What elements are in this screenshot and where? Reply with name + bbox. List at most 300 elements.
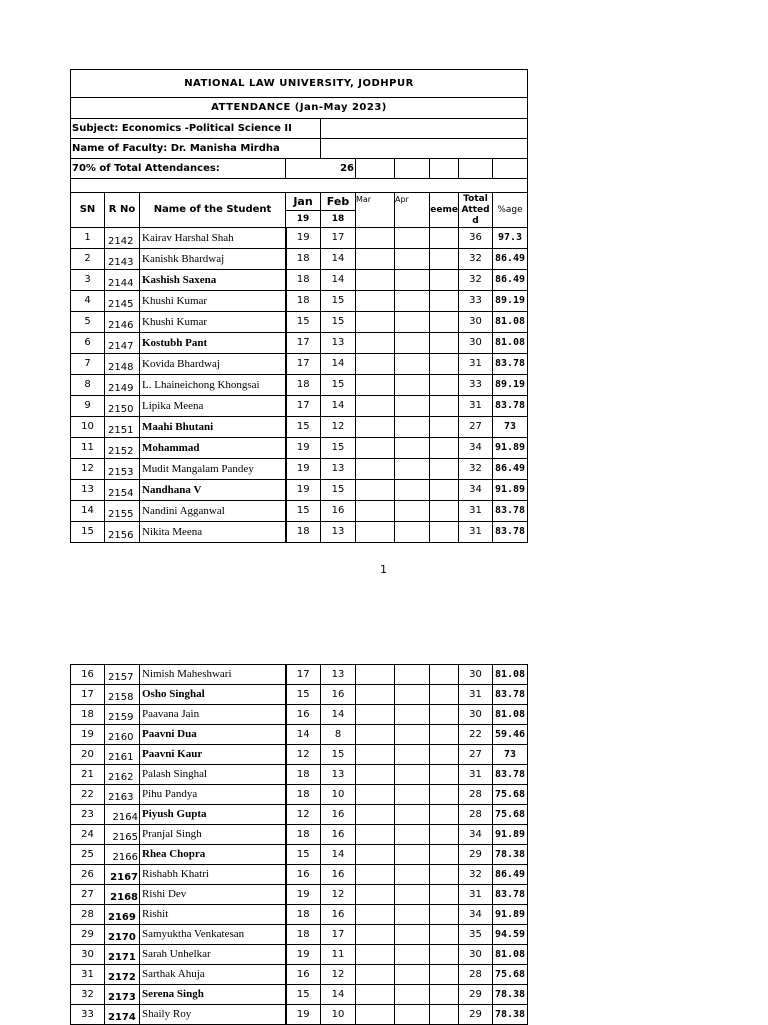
row-feb: 10 [321,785,356,805]
row-student-name: Samyuktha Venkatesan [140,925,286,945]
row-feb: 8 [321,725,356,745]
row-mar [356,249,395,270]
row-sn: 23 [71,805,105,825]
col-apr: Apr [395,193,430,228]
row-student-name: Pranjal Singh [140,825,286,845]
row-rno: 2169 [105,905,140,925]
row-mar [356,665,395,685]
row-mar [356,396,395,417]
table-row [71,501,528,522]
total-attendance-value: 26 [286,159,356,179]
row-rno: 2174 [105,1005,140,1025]
row-student-name: Osho Singhal [140,685,286,705]
row-sn: 14 [71,501,105,522]
row-jan: 17 [286,333,321,354]
row-pct: 75.68 [493,805,528,825]
row-pct: 73 [493,745,528,765]
row-total: 32 [459,865,493,885]
row-jan: 15 [286,685,321,705]
attendance-title: ATTENDANCE (Jan-May 2023) [71,98,528,119]
col-deemed: eeme [430,193,459,228]
row-mar [356,480,395,501]
row-jan: 15 [286,845,321,865]
row-jan: 17 [286,354,321,375]
row-pct: 83.78 [493,396,528,417]
row-jan: 16 [286,865,321,885]
row-deemed [430,270,459,291]
row-mar [356,375,395,396]
row-rno: 2151 [105,417,140,438]
row-pct: 75.68 [493,965,528,985]
row-jan: 18 [286,375,321,396]
row-sn: 31 [71,965,105,985]
row-apr [395,375,430,396]
row-deemed [430,785,459,805]
row-mar [356,865,395,885]
row-apr [395,945,430,965]
row-pct: 83.78 [493,685,528,705]
attendance-header-table [70,69,528,193]
row-apr [395,785,430,805]
row-total: 30 [459,333,493,354]
table-row [71,685,528,705]
row-sn: 30 [71,945,105,965]
row-sn: 10 [71,417,105,438]
row-deemed [430,459,459,480]
row-pct: 91.89 [493,480,528,501]
row-sn: 8 [71,375,105,396]
faculty-blank [321,139,528,159]
row-sn: 19 [71,725,105,745]
row-deemed [430,228,459,249]
row-sn: 32 [71,985,105,1005]
row-deemed [430,845,459,865]
row-jan: 19 [286,480,321,501]
row-sn: 5 [71,312,105,333]
row-rno: 2173 [105,985,140,1005]
row-apr [395,270,430,291]
row-feb: 11 [321,945,356,965]
row-total: 28 [459,965,493,985]
row-student-name: Pihu Pandya [140,785,286,805]
row-apr [395,522,430,543]
row-pct: 81.08 [493,312,528,333]
row-deemed [430,522,459,543]
row-deemed [430,805,459,825]
row-apr [395,480,430,501]
table-row [71,925,528,945]
row-apr [395,354,430,375]
row-mar [356,805,395,825]
col-jan: Jan [286,193,321,211]
row-jan: 15 [286,985,321,1005]
row-sn: 7 [71,354,105,375]
row-rno: 2164 [105,805,140,825]
col-sn: SN [71,193,105,228]
row-feb: 13 [321,665,356,685]
table-row [71,785,528,805]
table-row [71,249,528,270]
row-feb: 15 [321,312,356,333]
row-apr [395,765,430,785]
row-apr [395,905,430,925]
row-feb: 13 [321,765,356,785]
attendance-sheet-page-1 [70,69,527,543]
row-feb: 14 [321,270,356,291]
row-feb: 16 [321,501,356,522]
row-feb: 14 [321,705,356,725]
row-mar [356,845,395,865]
row-rno: 2167 [105,865,140,885]
row-feb: 13 [321,522,356,543]
row-rno: 2161 [105,745,140,765]
row-feb: 17 [321,228,356,249]
row-pct: 94.59 [493,925,528,945]
row-mar [356,825,395,845]
row-deemed [430,438,459,459]
table-row [71,228,528,249]
attendance-table-1 [70,192,528,543]
table-row [71,333,528,354]
row-mar [356,501,395,522]
row-student-name: Khushi Kumar [140,291,286,312]
col-mar: Mar [356,193,395,228]
row-pct: 59.46 [493,725,528,745]
row-mar [356,945,395,965]
row-mar [356,291,395,312]
row-rno: 2166 [105,845,140,865]
table-row [71,985,528,1005]
row-deemed [430,685,459,705]
row-sn: 33 [71,1005,105,1025]
row-pct: 83.78 [493,765,528,785]
row-rno: 2172 [105,965,140,985]
row-deemed [430,725,459,745]
row-total: 31 [459,885,493,905]
row-apr [395,845,430,865]
row-jan: 12 [286,745,321,765]
table-row [71,885,528,905]
table-row [71,725,528,745]
row-pct: 86.49 [493,249,528,270]
row-student-name: Nandhana V [140,480,286,501]
row-mar [356,438,395,459]
row-apr [395,665,430,685]
row-rno: 2158 [105,685,140,705]
row-rno: 2163 [105,785,140,805]
row-deemed [430,945,459,965]
row-apr [395,1005,430,1025]
row-apr [395,438,430,459]
row-total: 32 [459,459,493,480]
row-student-name: Piyush Gupta [140,805,286,825]
row-apr [395,417,430,438]
row-apr [395,925,430,945]
table-row [71,665,528,685]
row-total: 33 [459,375,493,396]
row-apr [395,459,430,480]
row-student-name: Paavana Jain [140,705,286,725]
row-rno: 2159 [105,705,140,725]
row-deemed [430,417,459,438]
row-deemed [430,333,459,354]
row-rno: 2171 [105,945,140,965]
row-jan: 17 [286,665,321,685]
table-row [71,354,528,375]
row-mar [356,270,395,291]
row-apr [395,725,430,745]
row-apr [395,745,430,765]
row-sn: 3 [71,270,105,291]
attendance-sheet-page-2 [70,664,527,1025]
row-sn: 24 [71,825,105,845]
row-sn: 17 [71,685,105,705]
subject-label: Subject: Economics -Political Science II [71,119,321,139]
row-sn: 25 [71,845,105,865]
col-pct: %age [493,193,528,228]
row-sn: 1 [71,228,105,249]
row-feb: 15 [321,375,356,396]
row-deemed [430,925,459,945]
row-student-name: Kostubh Pant [140,333,286,354]
row-apr [395,685,430,705]
row-deemed [430,480,459,501]
row-mar [356,228,395,249]
row-sn: 21 [71,765,105,785]
row-mar [356,925,395,945]
row-mar [356,765,395,785]
row-jan: 19 [286,945,321,965]
row-feb: 14 [321,249,356,270]
row-jan: 19 [286,1005,321,1025]
row-pct: 86.49 [493,270,528,291]
row-jan: 15 [286,417,321,438]
row-total: 22 [459,725,493,745]
row-student-name: Palash Singhal [140,765,286,785]
row-jan: 16 [286,705,321,725]
row-feb: 14 [321,396,356,417]
row-feb: 12 [321,885,356,905]
row-apr [395,705,430,725]
row-rno: 2156 [105,522,140,543]
row-feb: 13 [321,333,356,354]
row-feb: 16 [321,825,356,845]
row-mar [356,1005,395,1025]
row-rno: 2170 [105,925,140,945]
row-feb: 15 [321,438,356,459]
row-rno: 2160 [105,725,140,745]
row-mar [356,885,395,905]
row-total: 36 [459,228,493,249]
row-pct: 91.89 [493,825,528,845]
row-student-name: Nikita Meena [140,522,286,543]
row-jan: 18 [286,249,321,270]
table-row [71,459,528,480]
page-number: 1 [380,563,387,576]
row-deemed [430,865,459,885]
row-total: 31 [459,522,493,543]
row-rno: 2144 [105,270,140,291]
row-mar [356,785,395,805]
row-total: 30 [459,705,493,725]
row-apr [395,805,430,825]
table-row [71,291,528,312]
row-rno: 2153 [105,459,140,480]
row-feb: 15 [321,291,356,312]
row-student-name: Rishit [140,905,286,925]
table-row [71,522,528,543]
row-mar [356,965,395,985]
row-total: 29 [459,845,493,865]
row-jan: 18 [286,291,321,312]
row-total: 27 [459,745,493,765]
row-jan: 18 [286,522,321,543]
row-student-name: Kashish Saxena [140,270,286,291]
row-rno: 2165 [105,825,140,845]
row-jan: 18 [286,270,321,291]
row-student-name: Mohammad [140,438,286,459]
subject-blank [321,119,528,139]
table-row [71,965,528,985]
row-deemed [430,705,459,725]
table-row [71,1005,528,1025]
row-sn: 16 [71,665,105,685]
table-row [71,375,528,396]
table-row [71,945,528,965]
row-student-name: Lipika Meena [140,396,286,417]
row-student-name: Sarah Unhelkar [140,945,286,965]
row-rno: 2157 [105,665,140,685]
row-pct: 83.78 [493,885,528,905]
row-rno: 2145 [105,291,140,312]
col-feb: Feb [321,193,356,211]
row-student-name: Rhea Chopra [140,845,286,865]
row-apr [395,396,430,417]
row-sn: 13 [71,480,105,501]
row-jan: 19 [286,885,321,905]
table-row [71,765,528,785]
row-pct: 78.38 [493,985,528,1005]
row-jan: 18 [286,825,321,845]
row-student-name: Shaily Roy [140,1005,286,1025]
row-mar [356,745,395,765]
row-apr [395,312,430,333]
row-pct: 83.78 [493,354,528,375]
row-apr [395,965,430,985]
row-total: 28 [459,805,493,825]
row-student-name: Serena Singh [140,985,286,1005]
row-total: 34 [459,480,493,501]
row-deemed [430,965,459,985]
row-pct: 75.68 [493,785,528,805]
row-feb: 13 [321,459,356,480]
row-mar [356,459,395,480]
row-feb: 12 [321,417,356,438]
row-rno: 2147 [105,333,140,354]
row-total: 29 [459,1005,493,1025]
row-feb: 16 [321,905,356,925]
row-jan: 18 [286,785,321,805]
row-mar [356,417,395,438]
row-mar [356,985,395,1005]
row-deemed [430,1005,459,1025]
col-total: Total Atted d [459,193,493,228]
row-mar [356,333,395,354]
attendance-table-2 [70,664,528,1025]
row-mar [356,522,395,543]
row-apr [395,228,430,249]
row-feb: 17 [321,925,356,945]
row-sn: 22 [71,785,105,805]
row-rno: 2146 [105,312,140,333]
row-total: 33 [459,291,493,312]
row-sn: 2 [71,249,105,270]
row-deemed [430,396,459,417]
table-row [71,845,528,865]
row-apr [395,885,430,905]
row-deemed [430,501,459,522]
row-student-name: Rishabh Khatri [140,865,286,885]
row-deemed [430,249,459,270]
row-sn: 29 [71,925,105,945]
row-pct: 89.19 [493,291,528,312]
row-rno: 2168 [105,885,140,905]
row-rno: 2155 [105,501,140,522]
row-jan: 19 [286,228,321,249]
row-total: 35 [459,925,493,945]
row-rno: 2162 [105,765,140,785]
row-mar [356,705,395,725]
row-feb: 16 [321,865,356,885]
row-sn: 9 [71,396,105,417]
table-row [71,417,528,438]
row-student-name: Rishi Dev [140,885,286,905]
row-pct: 86.49 [493,459,528,480]
row-total: 31 [459,354,493,375]
row-jan: 16 [286,965,321,985]
row-total: 32 [459,270,493,291]
table-row [71,396,528,417]
row-sn: 18 [71,705,105,725]
row-sn: 28 [71,905,105,925]
row-apr [395,825,430,845]
row-rno: 2154 [105,480,140,501]
row-pct: 91.89 [493,438,528,459]
table-row [71,270,528,291]
row-rno: 2148 [105,354,140,375]
row-deemed [430,985,459,1005]
row-pct: 81.08 [493,333,528,354]
table-row [71,865,528,885]
row-feb: 12 [321,965,356,985]
row-pct: 73 [493,417,528,438]
table-row [71,905,528,925]
jan-classes: 19 [286,211,321,228]
row-sn: 6 [71,333,105,354]
row-feb: 14 [321,845,356,865]
row-total: 31 [459,501,493,522]
row-total: 34 [459,905,493,925]
row-student-name: Mudit Mangalam Pandey [140,459,286,480]
row-sn: 20 [71,745,105,765]
row-pct: 83.78 [493,522,528,543]
row-rno: 2143 [105,249,140,270]
row-total: 31 [459,765,493,785]
row-deemed [430,745,459,765]
row-pct: 83.78 [493,501,528,522]
row-feb: 15 [321,480,356,501]
table-row [71,705,528,725]
